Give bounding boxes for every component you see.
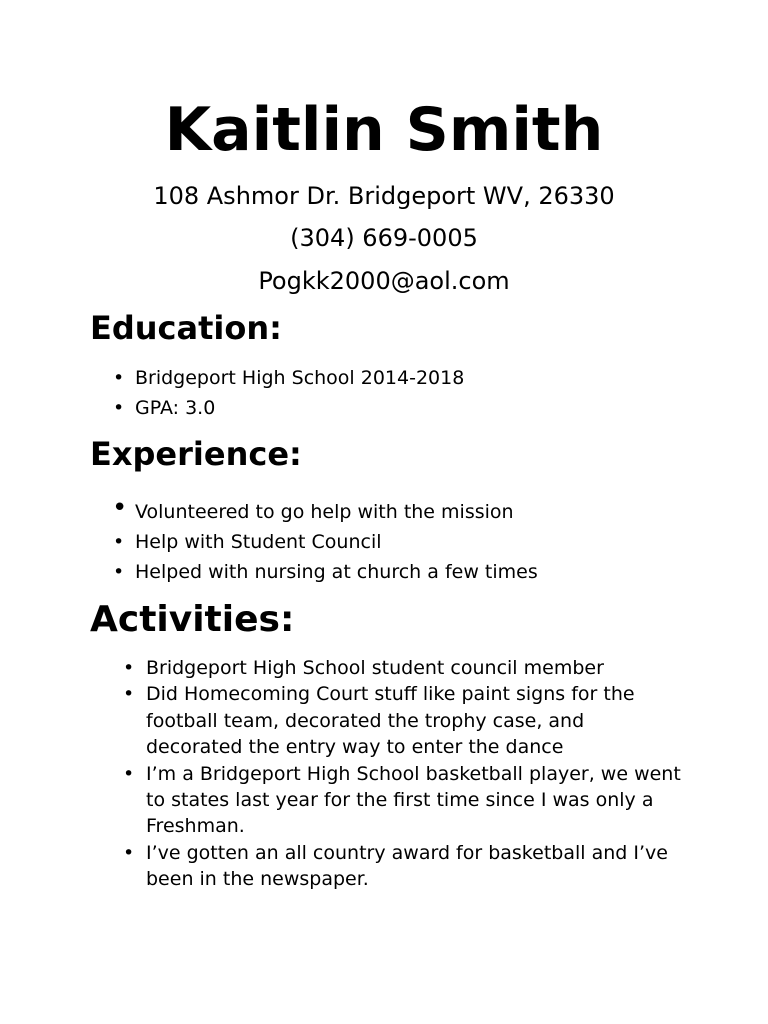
bullet-icon: • (112, 493, 128, 523)
list-item (123, 840, 683, 893)
bullet-icon: • (123, 762, 135, 785)
bullet-icon: • (123, 657, 135, 679)
contact-email: Pogkk2000@aol.com (258, 267, 510, 295)
activities-item-text: Bridgeport High School student council member (146, 657, 604, 679)
bullet-icon: • (123, 841, 135, 864)
education-heading: Education: (90, 309, 282, 347)
list-item (123, 655, 683, 681)
contact-address: 108 Ashmor Dr. Bridgeport WV, 26330 (153, 182, 615, 210)
activities-item-text: I’m a Bridgeport High School basketball player, we went to states last year for the first time since I was only a Freshman. (146, 762, 681, 838)
experience-item-text: Helped with nursing at church a few times (135, 561, 538, 583)
activities-heading: Activities: (90, 599, 295, 640)
list-item (123, 681, 683, 760)
experience-heading: Experience: (90, 435, 302, 473)
experience-item-text: Help with Student Council (135, 531, 382, 553)
bullet-icon: • (113, 367, 125, 389)
list-item (113, 527, 538, 557)
experience-item-text: Volunteered to go help with the mission (135, 501, 514, 523)
education-item-text: Bridgeport High School 2014-2018 (135, 367, 465, 389)
list-item (112, 493, 538, 527)
bullet-icon: • (113, 397, 125, 419)
education-list (113, 363, 464, 423)
resume-name: Kaitlin Smith (164, 95, 604, 165)
bullet-icon: • (113, 531, 125, 553)
experience-list (112, 493, 538, 587)
activities-item-text: Did Homecoming Court stuff like paint signs for the football team, decorated the trophy case, and decorated the entry way to enter the dance (146, 683, 635, 759)
bullet-icon: • (113, 561, 125, 583)
contact-phone: (304) 669-0005 (290, 224, 478, 252)
bullet-icon: • (123, 683, 135, 706)
list-item (113, 363, 464, 393)
list-item (123, 761, 683, 840)
activities-list (123, 655, 683, 893)
list-item (113, 393, 464, 423)
education-item-text: GPA: 3.0 (135, 397, 216, 419)
activities-item-text: I’ve gotten an all country award for basketball and I’ve been in the newspaper. (146, 841, 668, 891)
list-item (113, 557, 538, 587)
